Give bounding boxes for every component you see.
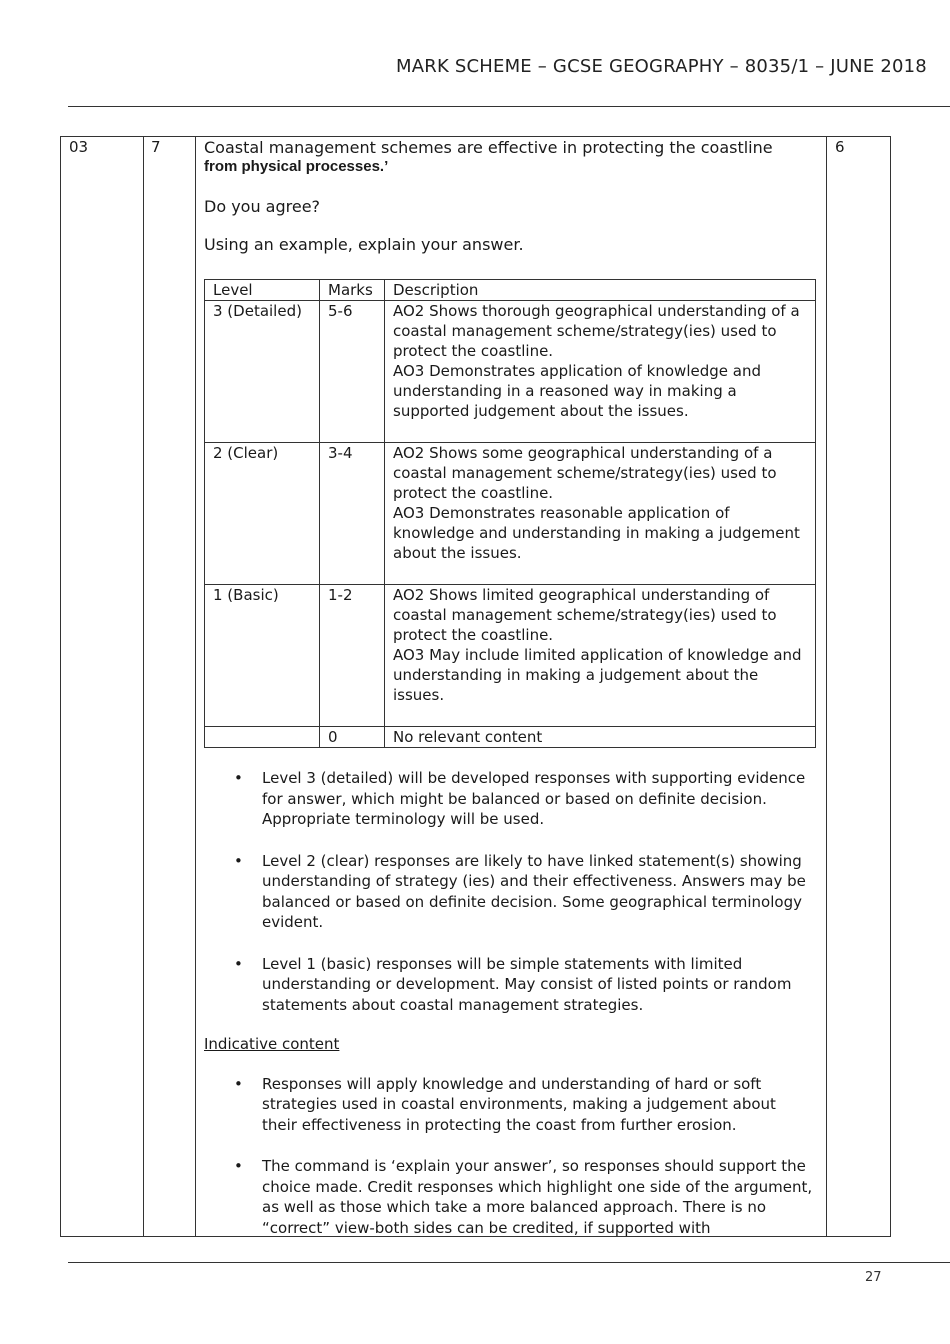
levels-table xyxy=(204,279,816,748)
header-title: MARK SCHEME – GCSE GEOGRAPHY – 8035/1 – JUNE 2018 xyxy=(396,56,927,77)
question-prompt-2: Using an example, explain your answer. xyxy=(204,235,524,254)
mark-scheme-table xyxy=(60,136,891,1237)
indicative-text: The command is ‘explain your answer’, so responses should support the choice made. Credit responses which highlight one side of the argument, as well as those which take a more balanced approach. There is no “correct” view-both sides can be credited, if supported with xyxy=(262,1157,813,1237)
header-rule xyxy=(68,106,950,107)
list-item xyxy=(204,851,814,933)
header-marks: Marks xyxy=(320,280,385,301)
marks-cell: 0 xyxy=(320,727,385,748)
note-text: Level 1 (basic) responses will be simple statements with limited understanding or development. May consist of listed points or random statements about coastal management strategies. xyxy=(262,954,792,1014)
level-notes xyxy=(204,768,814,1238)
bullet-icon: • xyxy=(234,954,243,973)
level-cell xyxy=(205,727,320,748)
question-line-2: from physical processes.’ xyxy=(204,158,389,175)
note-text: Level 2 (clear) responses are likely to have linked statement(s) showing understanding of strategy (ies) and their effectiveness. Answers may be balanced or based on definite decision. Some geographical terminology evident. xyxy=(262,851,806,931)
header-description: Description xyxy=(385,280,816,301)
page-number: 27 xyxy=(865,1270,882,1285)
levels-header-row xyxy=(205,280,816,301)
column-divider xyxy=(143,137,144,1236)
description-cell: AO2 Shows thorough geographical understanding of a coastal management scheme/strategy(ies) used to protect the coastline. AO3 Demonstrates application of knowledge and understanding in a reasoned way in making a supported judgement about the issues. xyxy=(385,301,816,443)
level-cell: 1 (Basic) xyxy=(205,585,320,727)
table-row xyxy=(205,727,816,748)
header-level: Level xyxy=(205,280,320,301)
list-item xyxy=(204,1156,814,1238)
footer-rule xyxy=(68,1262,950,1263)
table-row xyxy=(205,301,816,443)
indicative-text: Responses will apply knowledge and understanding of hard or soft strategies used in coastal environments, making a judgement about their effectiveness in protecting the coast from further erosion. xyxy=(262,1074,776,1134)
bullet-icon: • xyxy=(234,1074,243,1093)
list-item xyxy=(204,1074,814,1136)
marks-cell: 1-2 xyxy=(320,585,385,727)
description-cell: No relevant content xyxy=(385,727,816,748)
marks-cell: 5-6 xyxy=(320,301,385,443)
list-item xyxy=(204,954,814,1016)
question-number: 03 xyxy=(69,138,89,156)
bullet-icon: • xyxy=(234,1157,243,1175)
bullet-icon: • xyxy=(234,851,243,870)
question-line-1: Coastal management schemes are effective in protecting the coastline xyxy=(204,138,773,157)
table-row xyxy=(205,585,816,727)
table-row xyxy=(205,443,816,585)
marks-cell: 3-4 xyxy=(320,443,385,585)
question-prompt-1: Do you agree? xyxy=(204,197,321,216)
question-marks: 6 xyxy=(835,138,845,156)
list-item xyxy=(204,768,814,830)
indicative-heading: Indicative content xyxy=(204,1035,340,1053)
question-part: 7 xyxy=(151,138,161,156)
level-cell: 2 (Clear) xyxy=(205,443,320,585)
description-cell: AO2 Shows limited geographical understanding of coastal management scheme/strategy(ies) used to protect the coastline. AO3 May include limited application of knowledge and understanding in making a judgement about the issues. xyxy=(385,585,816,727)
column-divider xyxy=(195,137,196,1236)
bullet-icon: • xyxy=(234,769,243,787)
question-text xyxy=(204,138,826,254)
column-divider xyxy=(826,137,827,1236)
description-cell: AO2 Shows some geographical understanding of a coastal management scheme/strategy(ies) used to protect the coastline. AO3 Demonstrates reasonable application of knowledge and understanding in making a judgement about the issues. xyxy=(385,443,816,585)
level-cell: 3 (Detailed) xyxy=(205,301,320,443)
note-text: Level 3 (detailed) will be developed responses with supporting evidence for answer, which might be balanced or based on definite decision. Appropriate terminology will be used. xyxy=(262,769,806,828)
